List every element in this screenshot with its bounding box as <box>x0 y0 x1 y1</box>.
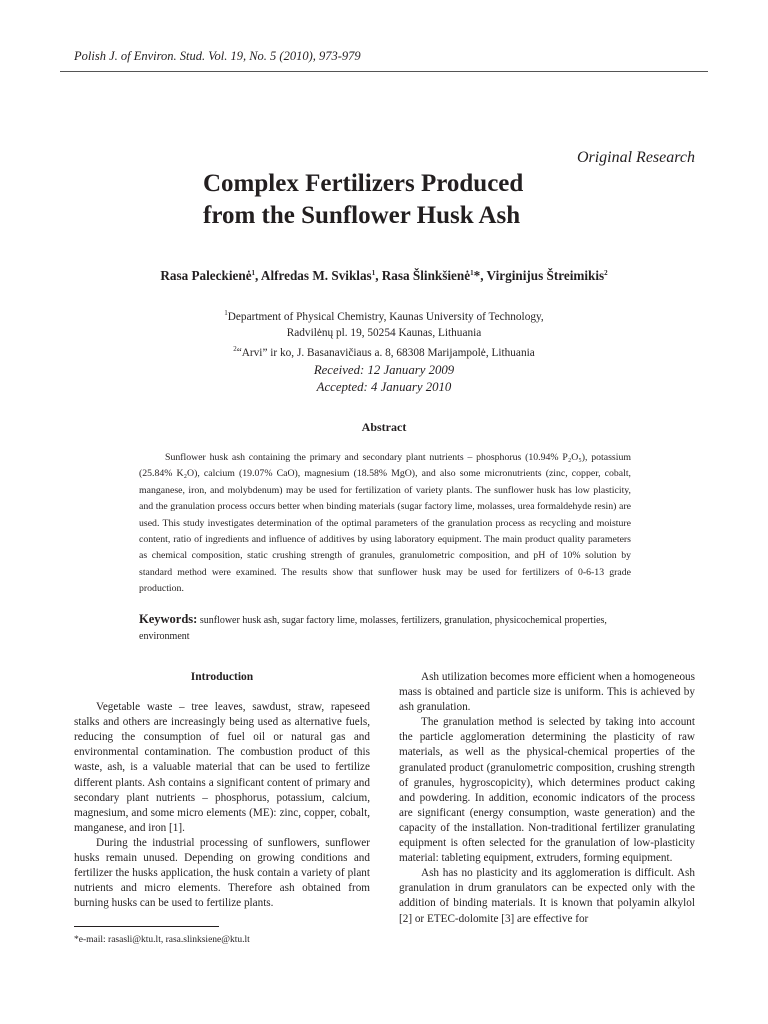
accepted-date: Accepted: 4 January 2010 <box>316 380 452 394</box>
received-date: Received: 12 January 2009 <box>313 363 455 377</box>
running-head: Polish J. of Environ. Stud. Vol. 19, No. 5 (2010), 973-979 <box>74 49 361 63</box>
author-affiliation-mark: 1 <box>251 269 256 277</box>
keywords <box>139 611 631 645</box>
affiliation-text: Department of Physical Chemistry, Kaunas University of Technology, <box>227 311 544 323</box>
paper-title <box>203 168 663 232</box>
author-name: Virginijus Štreimikis <box>486 268 605 283</box>
right-column <box>399 670 695 927</box>
left-column <box>74 670 370 911</box>
author-name: Rasa Paleckienė <box>160 268 252 283</box>
author-affiliation-mark: 1 <box>470 269 474 277</box>
body-paragraph: The granulation method is selected by taking into account the particle agglomeration determining the plasticity of raw materials, as well as the physical-chemical properties of the granulated product (granulometric composition, crushing strength of granules, hygroscopicity), which determines product caking and powdering. In addition, economic indicators of the process are significant (energy consumption, waste generation) and the capacity of the installation. Non-traditional fertilizer granulating equipment is often selected for the granulation of low-plasticity material: tableting equipment, extruders, forming equipment. <box>399 716 695 865</box>
title-line-1: Complex Fertilizers Produced <box>203 170 524 197</box>
author-name: Rasa Šlinkšienė <box>381 268 471 283</box>
affiliation-mark: 1 <box>224 309 228 317</box>
footnote: *e-mail: rasasli@ktu.lt, rasa.slinksiene@ktu.lt <box>74 935 250 945</box>
author-list <box>0 268 768 284</box>
article-type: Original Research <box>576 149 695 166</box>
author-separator: , <box>375 268 382 283</box>
abstract-text: Sunflower husk ash containing the primary and secondary plant nutrients – phosphorus (10.94% P₂O₅), potassium (25.84% K₂O), calcium (19.07% CaO), magnesium (18.58% MgO), and also some micronutrients (zinc, copper, cobalt, manganese, iron, and molybdenum) may be used for fertilization of variety plants. The sunflower husk has low plasticity, and the granulation process occurs better when binding materials (sugar factory lime, molasses, urea formaldehyde resin) are used. This study investigates determination of the optimal parameters of the granulation process as recycling and moisture content, ratio of ingredients and influence of additives by using laboratory equipment. The main product quality parameters as chemical composition, static crushing strength of granules, granulometric composition, and pH of 10% solution by standard method were examined. The results show that sunflower husk may be used for fertilizers of 0-6-13 grade production. <box>139 452 631 595</box>
affiliation-line <box>0 341 768 361</box>
introduction-heading: Introduction <box>190 671 254 683</box>
body-paragraph: During the industrial processing of sunflowers, sunflower husks remain unused. Depending on growing conditions and fertilizer the husks application, the husk contain a variety of plant nutrients and micro elements. Therefore ash obtained from burning husks can be used to fertilize plants. <box>74 836 370 910</box>
author-separator: , <box>255 268 261 283</box>
body-paragraph: Vegetable waste – tree leaves, sawdust, straw, rapeseed stalks and others are increasingly being used as alternative fuels, reducing the consumption of fuel oil or natural gas and environmental contamination. The combustion product of this waste, ash, is a valuable material that can be used to fertilize different plants. Ash contains a significant content of primary and secondary plant nutrients – phosphorus, potassium, calcium, magnesium, and some micro elements (ME): zinc, copper, cobalt, manganese, and iron [1]. <box>74 701 370 834</box>
abstract-heading: Abstract <box>361 420 407 434</box>
author-affiliation-mark: 2 <box>604 269 608 277</box>
footnote-rule <box>74 926 219 927</box>
affiliation-line <box>0 325 768 341</box>
affiliation-text: “Arvi” ir ko, J. Basanavičiaus a. 8, 68308 Marijampolė, Lithuania <box>236 347 535 359</box>
author-affiliation-mark: 1 <box>371 269 376 277</box>
keywords-label: Keywords: <box>139 612 198 626</box>
body-paragraph: Ash has no plasticity and its agglomeration is difficult. Ash granulation in drum granulators can be expected only with the addition of binding materials. It is known that polyamin alkylol [2] or ETEC-dolomite [3] are effective for <box>399 867 695 925</box>
author-separator: , <box>480 268 487 283</box>
corresponding-mark: * <box>473 268 481 283</box>
header-rule <box>60 71 708 72</box>
affiliation-text: Radvilėnų pl. 19, 50254 Kaunas, Lithuania <box>286 327 482 339</box>
keywords-text: sunflower husk ash, sugar factory lime, molasses, fertilizers, granulation, physicochemical properties, environment <box>139 615 607 642</box>
body-paragraph: Ash utilization becomes more efficient when a homogeneous mass is obtained and particle size is uniform. This is achieved by ash granulation. <box>399 671 695 714</box>
author-name: Alfredas M. Sviklas <box>260 268 372 283</box>
title-line-2: from the Sunflower Husk Ash <box>203 202 521 229</box>
affiliations <box>0 305 768 361</box>
dates <box>0 362 768 396</box>
affiliation-line <box>0 305 768 325</box>
affiliation-mark: 2 <box>233 345 237 353</box>
